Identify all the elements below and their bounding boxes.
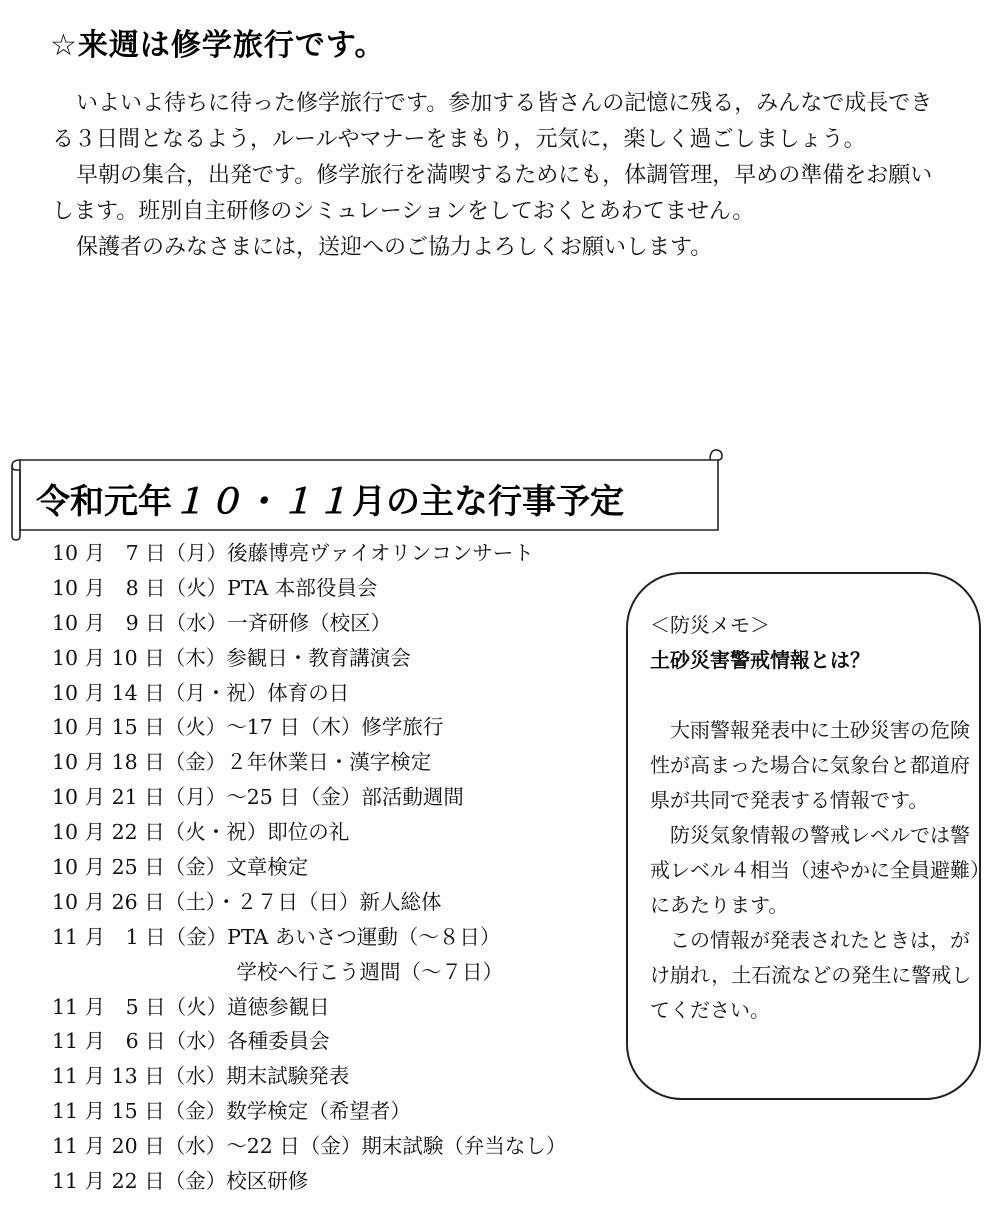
event-schedule-list xyxy=(52,536,652,1199)
schedule-item: 11 月 1 日（金）PTA あいさつ運動（～８日） xyxy=(52,924,501,949)
memo-paragraph: 大雨警報発表中に土砂災害の危険性が高まった場合に気象台と都道府県が共同で発表する情報です。 xyxy=(650,718,970,812)
banner-title-prefix: 令和元年 xyxy=(36,482,172,522)
schedule-item: 10 月 9 日（水）一斉研修（校区） xyxy=(52,610,392,635)
disaster-memo-content xyxy=(650,608,980,1028)
schedule-banner xyxy=(6,446,728,544)
banner-title-suffix: 月の主な行事予定 xyxy=(352,482,624,522)
schedule-item: 10 月 7 日（月）後藤博亮ヴァイオリンコンサート xyxy=(52,541,534,565)
schedule-item: 11 月 6 日（水）各種委員会 xyxy=(52,1029,330,1054)
memo-paragraph: この情報が発表されたときは，がけ崩れ，土石流などの発生に警戒してください。 xyxy=(650,928,972,1022)
schedule-item: 10 月 26 日（土）・２７日（日）新人総体 xyxy=(52,889,442,914)
schedule-item: 10 月 18 日（金）２年休業日・漢字検定 xyxy=(52,750,432,775)
banner-title-numbers: １０・１１ xyxy=(172,482,352,522)
schedule-item: 11 月 5 日（火）道徳参観日 xyxy=(52,994,330,1019)
schedule-item: 10 月 25 日（金）文章検定 xyxy=(52,855,309,880)
schedule-item: 11 月 13 日（水）期末試験発表 xyxy=(52,1064,350,1089)
schedule-item: 10 月 8 日（火）PTA 本部役員会 xyxy=(52,575,378,600)
memo-title: 土砂災害警戒情報とは？ xyxy=(650,648,870,672)
memo-paragraph: 防災気象情報の警戒レベルでは警戒レベル４相当（速やかに全員避難）にあたります。 xyxy=(650,823,980,917)
intro-text xyxy=(52,86,952,266)
schedule-item: 10 月 21 日（月）～25 日（金）部活動週間 xyxy=(52,785,464,810)
schedule-item: 11 月 15 日（金）数学検定（希望者） xyxy=(52,1099,411,1124)
schedule-item: 10 月 22 日（火・祝）即位の礼 xyxy=(52,820,350,845)
schedule-item: 学校へ行こう週間（～７日） xyxy=(52,959,503,984)
schedule-item: 11 月 22 日（金）校区研修 xyxy=(52,1169,309,1194)
schedule-item: 11 月 20 日（水）～22 日（金）期末試験（弁当なし） xyxy=(52,1134,567,1159)
schedule-item: 10 月 15 日（火）～17 日（木）修学旅行 xyxy=(52,715,444,740)
intro-paragraph: 保護者のみなさまには，送迎へのご協力よろしくお願いします。 xyxy=(76,235,713,260)
page-heading: ☆来週は修学旅行です。 xyxy=(50,28,386,63)
schedule-item: 10 月 14 日（月・祝）体育の日 xyxy=(52,680,350,705)
intro-paragraph: 早朝の集合，出発です。修学旅行を満喫するためにも，体調管理，早めの準備をお願いします。班別自主研修のシミュレーションをしておくとあわてません。 xyxy=(52,163,933,224)
memo-label: ＜防災メモ＞ xyxy=(650,613,770,637)
schedule-item: 10 月 10 日（木）参観日・教育講演会 xyxy=(52,645,411,670)
intro-paragraph: いよいよ待ちに待った修学旅行です。参加する皆さんの記憶に残る，みんなで成長できる３日間となるよう，ルールやマナーをまもり，元気に，楽しく過ごしましょう。 xyxy=(52,91,933,152)
banner-title xyxy=(36,474,624,523)
